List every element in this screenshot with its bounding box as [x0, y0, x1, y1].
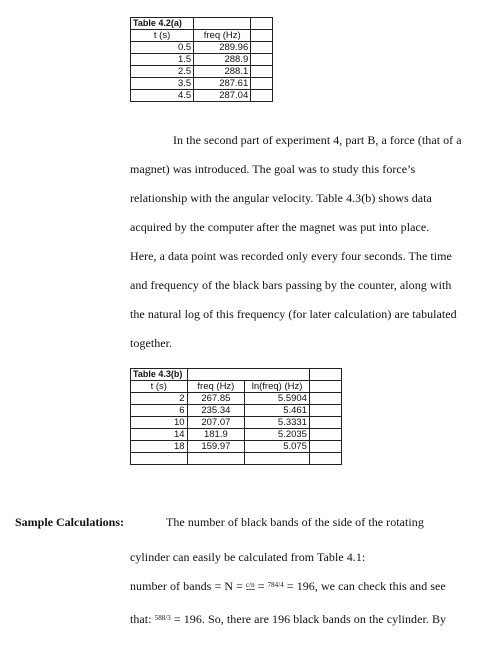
- column-header: ln(freq) (Hz): [245, 381, 310, 393]
- table-cell: 288.9: [194, 54, 251, 66]
- table-row: [131, 393, 342, 405]
- paragraph-line: Here, a data point was recorded only every four seconds. The time: [130, 249, 452, 263]
- table-row: [131, 429, 342, 441]
- table-cell: 289.96: [194, 42, 251, 54]
- column-header: freq (Hz): [187, 381, 245, 393]
- fraction: c/n: [245, 581, 255, 589]
- table-cell: 288.1: [194, 66, 251, 78]
- column-header: t (s): [131, 30, 194, 42]
- table-4-3b: [130, 368, 342, 465]
- table-cell: 287.04: [194, 90, 251, 102]
- table-cell: 5.2035: [245, 429, 310, 441]
- table-cell: 10: [131, 417, 188, 429]
- paragraph-line: acquired by the computer after the magnet was put into place.: [130, 220, 430, 234]
- table-row: [131, 78, 273, 90]
- table-cell: 1.5: [131, 54, 194, 66]
- table-cell: 207.07: [187, 417, 245, 429]
- table-row: [131, 405, 342, 417]
- equation-text: =: [254, 579, 268, 593]
- section-heading: Sample Calculations:: [15, 515, 125, 529]
- table-row: [131, 441, 342, 453]
- table-cell: 14: [131, 429, 188, 441]
- table-caption: Table 4.2(a): [131, 18, 194, 30]
- sample-equation-line: [130, 612, 446, 627]
- table-row: [131, 417, 342, 429]
- table-header-row: [131, 30, 273, 42]
- table-row: [131, 453, 342, 465]
- fraction: 784/4: [267, 581, 284, 589]
- paragraph-line: In the second part of experiment 4, part B, a force (that of a: [173, 133, 462, 147]
- paragraph-line: the natural log of this frequency (for later calculation) are tabulated: [130, 307, 457, 321]
- table-cell: 5.461: [245, 405, 310, 417]
- table-cell: 4.5: [131, 90, 194, 102]
- table-cell: 5.5904: [245, 393, 310, 405]
- paragraph-line: together.: [130, 336, 173, 350]
- column-header: t (s): [131, 381, 188, 393]
- table-4-2a: [130, 17, 273, 102]
- equation-text: = 196. So, there are 196 black bands on the cylinder. By: [170, 612, 447, 626]
- paragraph-line: and frequency of the black bars passing by the counter, along with: [130, 278, 452, 292]
- table-cell: 18: [131, 441, 188, 453]
- sample-line: The number of black bands of the side of the rotating: [166, 515, 424, 529]
- sample-equation-line: [130, 579, 446, 594]
- column-header: freq (Hz): [194, 30, 251, 42]
- table-caption: Table 4.3(b): [131, 369, 188, 381]
- table-cell: 2: [131, 393, 188, 405]
- table-caption-row: [131, 18, 273, 30]
- table-cell: 287.61: [194, 78, 251, 90]
- fraction: 588/3: [154, 614, 171, 622]
- table-cell: 6: [131, 405, 188, 417]
- paragraph-line: relationship with the angular velocity. Table 4.3(b) shows data: [130, 191, 432, 205]
- paragraph-line: magnet) was introduced. The goal was to study this force’s: [130, 162, 416, 176]
- equation-text: = 196, we can check this and see: [283, 579, 446, 593]
- table-row: [131, 42, 273, 54]
- equation-text: that:: [130, 612, 155, 626]
- table-row: [131, 66, 273, 78]
- table-cell: 235.34: [187, 405, 245, 417]
- table-caption-row: [131, 369, 342, 381]
- table-cell: 159.97: [187, 441, 245, 453]
- sample-line: cylinder can easily be calculated from Table 4.1:: [130, 550, 366, 564]
- table-cell: 5.3331: [245, 417, 310, 429]
- table-cell: 0.5: [131, 42, 194, 54]
- table-header-row: [131, 381, 342, 393]
- table-cell: 181.9: [187, 429, 245, 441]
- table-cell: 5.075: [245, 441, 310, 453]
- table-row: [131, 54, 273, 66]
- table-cell: 267.85: [187, 393, 245, 405]
- table-cell: 2.5: [131, 66, 194, 78]
- equation-text: number of bands = N =: [130, 579, 246, 593]
- table-cell: 3.5: [131, 78, 194, 90]
- table-row: [131, 90, 273, 102]
